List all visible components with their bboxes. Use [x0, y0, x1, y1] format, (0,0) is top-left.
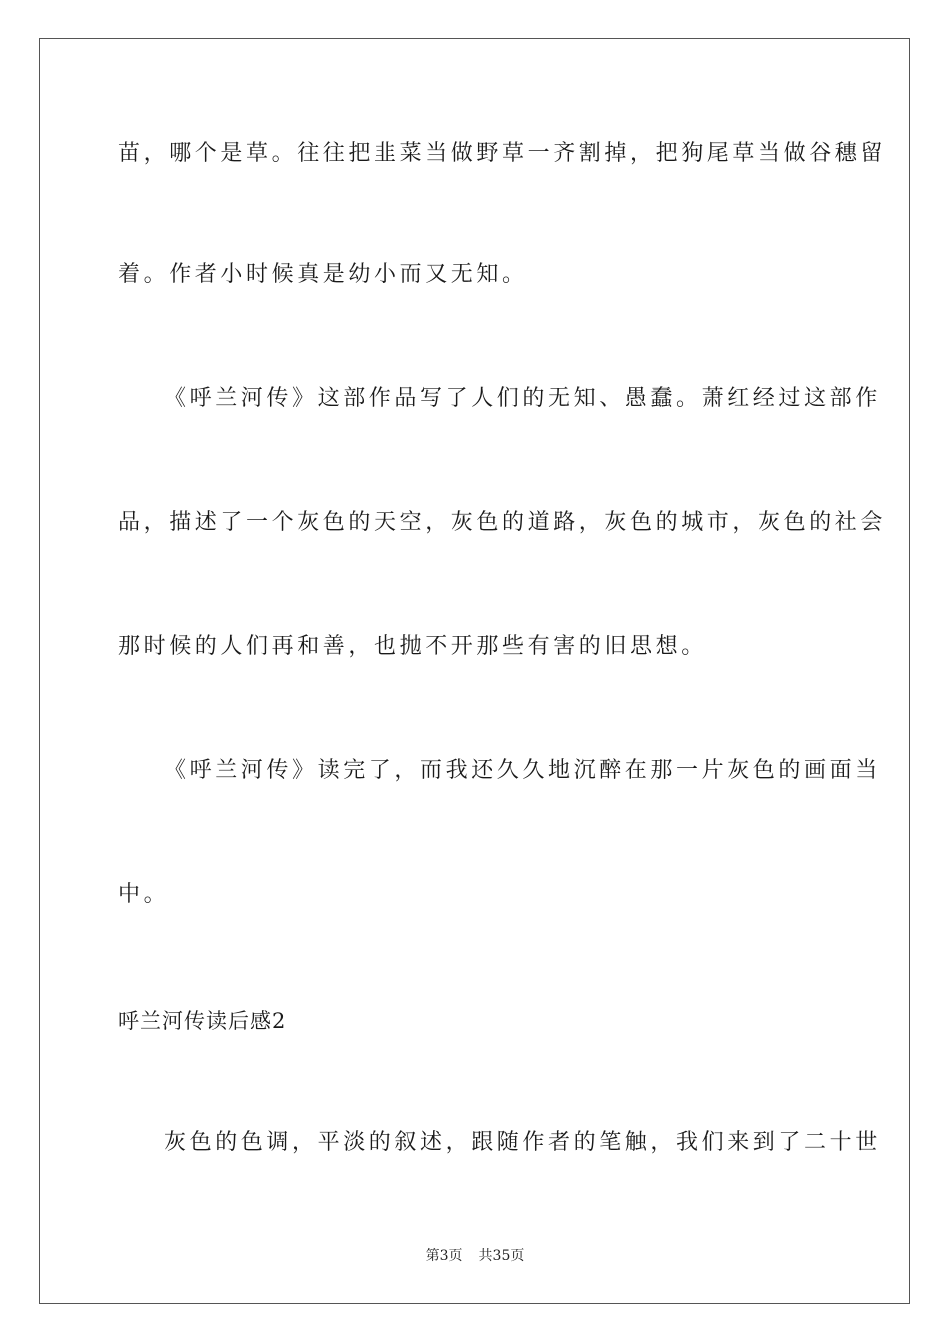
page-border — [39, 38, 910, 1304]
text-line-3: 《呼兰河传》这部作品写了人们的无知、愚蠢。萧红经过这部作 — [164, 386, 881, 411]
page-number: 第3页 — [425, 1248, 463, 1264]
text-line-9: 灰色的色调，平淡的叙述，跟随作者的笔触，我们来到了二十世 — [164, 1130, 881, 1155]
text-line-6: 《呼兰河传》读完了，而我还久久地沉醉在那一片灰色的画面当 — [164, 758, 881, 783]
section-heading: 呼兰河传读后感2 — [118, 1009, 287, 1033]
text-line-5: 那时候的人们再和善，也抛不开那些有害的旧思想。 — [118, 634, 707, 659]
text-line-2: 着。作者小时候真是幼小而又无知。 — [118, 262, 528, 287]
text-line-4: 品，描述了一个灰色的天空，灰色的道路，灰色的城市，灰色的社会 — [118, 510, 887, 535]
page-total: 共35页 — [478, 1248, 525, 1264]
page-footer — [0, 1246, 950, 1266]
text-line-7: 中。 — [118, 882, 170, 907]
text-line-1: 苗，哪个是草。往往把韭菜当做野草一齐割掉，把狗尾草当做谷穗留 — [118, 141, 887, 166]
